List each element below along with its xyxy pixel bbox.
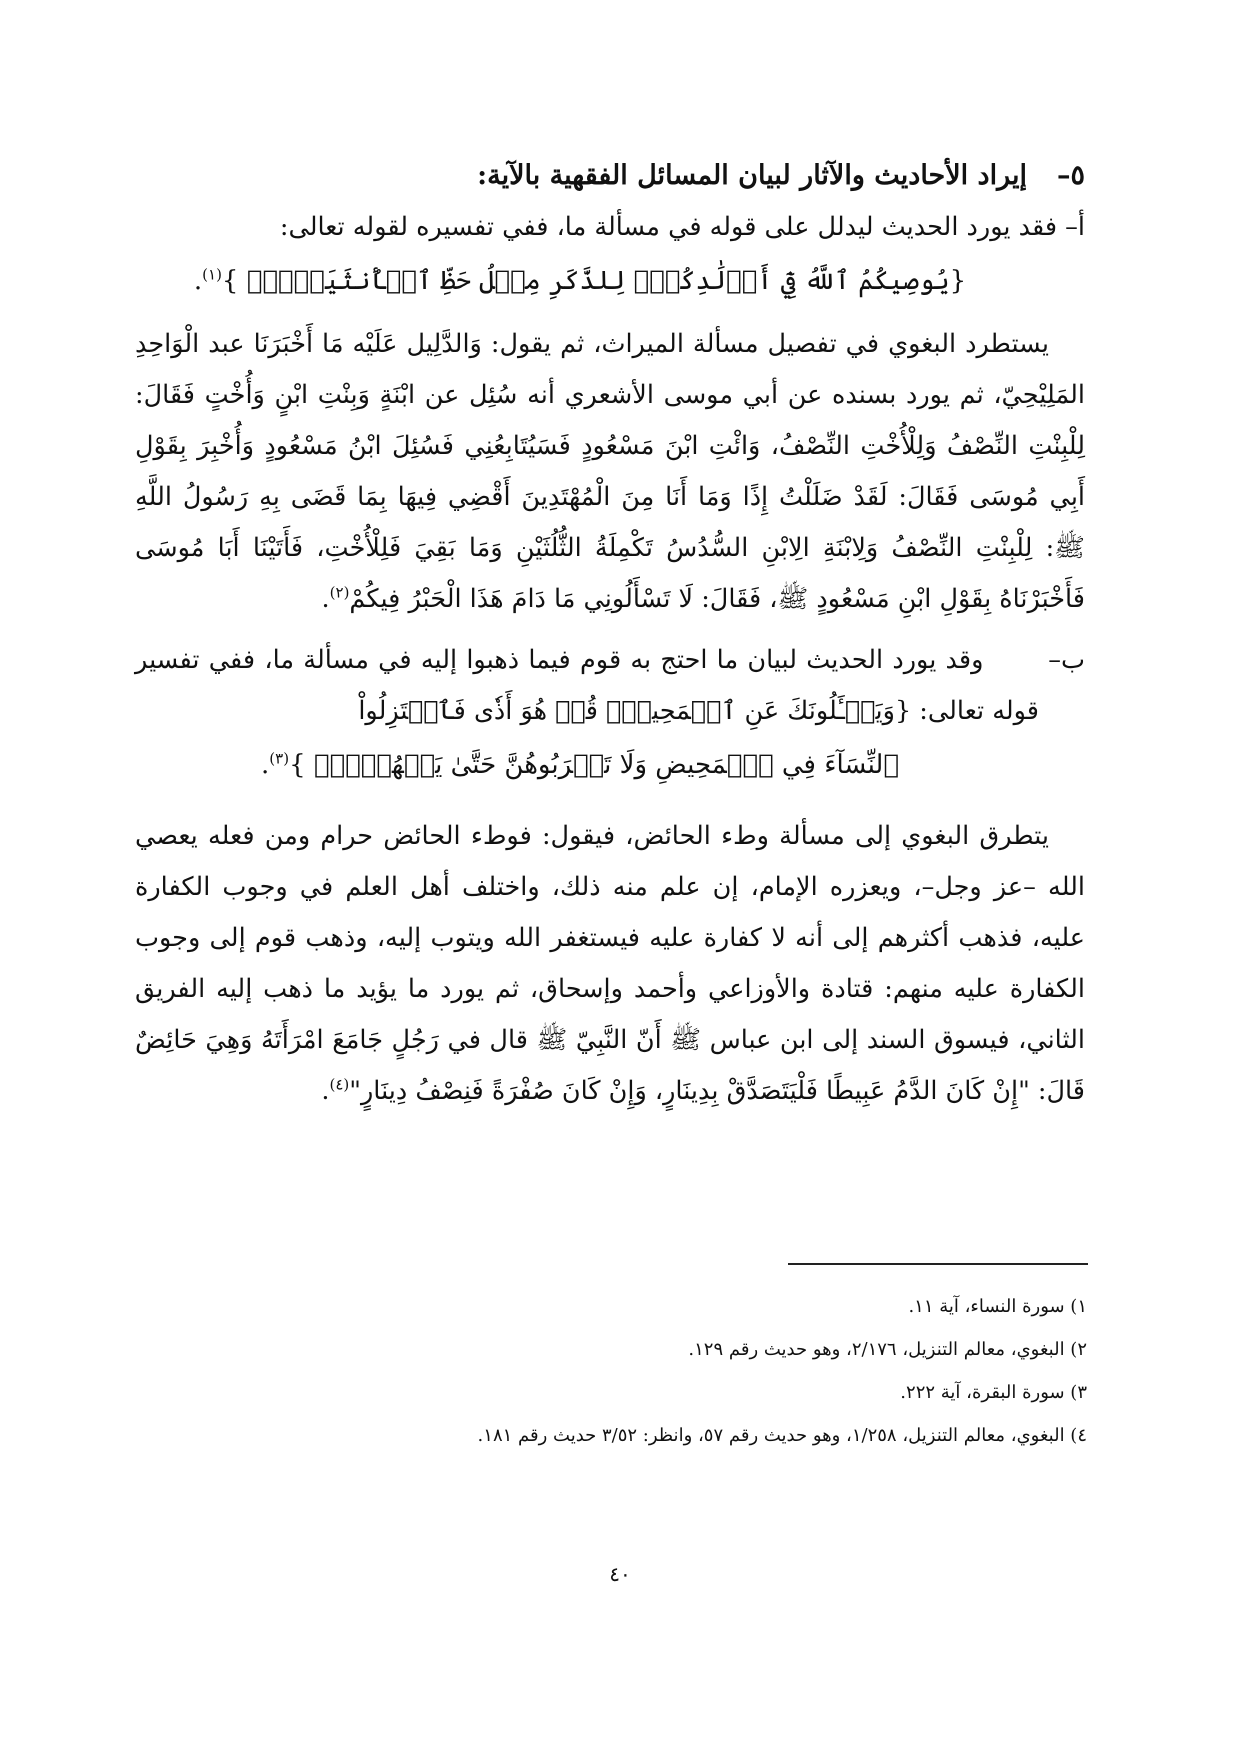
item-a-paragraph: يستطرد البغوي في تفصيل مسألة الميراث، ثم يقول: وَالدَّلِيل عَلَيْه مَا أَخْبَرَنَا عبد الْوَاحِدِ المَلِيْحِيّ، ثم يورد بسنده عن أبي موسى الأشعري أنه سُئِل عن ابْنَةٍ وَبِنْتِ ابْنٍ وَأُخْتٍ فَقَالَ: لِلْبِنْتِ النِّصْفُ وَلِلْأُخْتِ النِّصْفُ، وَائْتِ ابْنَ مَسْعُودٍ فَسَيُتَابِعُنِي فَسُئِلَ ابْنُ مَسْعُودٍ وَأُخْبِرَ بِقَوْلِ أَبِي مُوسَى فَقَالَ: لَقَدْ ضَلَلْتُ إِذًا وَمَا أَنَا مِنَ الْمُهْتَدِينَ أَقْضِي فِيهَا بِمَا قَضَى بِهِ رَسُولُ اللَّهِ ﷺ: لِلْبِنْتِ النِّصْفُ وَلِابْنَةِ الِابْنِ السُّدُسُ تَكْمِلَةُ الثُّلُثَيْنِ وَمَا بَقِيَ فَلِلْأُخْتِ، فَأَتَيْنَا أَبَا مُوسَى فَأَخْبَرْنَاهُ بِقَوْلِ ابْنِ مَسْعُودٍ ﷺ، فَقَالَ: لَا تَسْأَلُونِي مَا دَامَ هَذَا الْحَبْرُ فِيكُمْ$^{(٢)}$. bbox=[135, 329, 1085, 614]
section-title: إيراد الأحاديث والآثار لبيان المسائل الفقهية بالآية: bbox=[477, 160, 1027, 191]
footnote-ref-1: (١) bbox=[202, 265, 222, 284]
item-b-intro: ب– وقد يورد الحديث لبيان ما احتج به قوم فيما ذهبوا إليه في مسألة ما، ففي تفسير قوله تعالى: {وَيَسۡـَٔلُونَكَ عَنِ ٱلۡمَحِيضِۖ قُلۡ هُوَ أَذٗى فَٱعۡتَزِلُواْ bbox=[135, 645, 1086, 726]
item-b-label: ب– bbox=[1048, 645, 1086, 675]
item-a-verse: {يُوصِيكُمُ ٱللَّهُ فِيٓ أَوۡلَٰدِكُمۡۖ لِلذَّكَرِ مِثۡلُ حَظِّ ٱلۡأُنثَيَيۡنِۚ }$^{(١)}$. bbox=[193, 265, 967, 296]
section-heading bbox=[135, 150, 1085, 202]
footnote-separator bbox=[788, 1263, 1088, 1265]
footnote-1: ١) سورة النساء، آية ١١. bbox=[908, 1296, 1087, 1317]
footnote-ref-3: (٣) bbox=[269, 749, 290, 768]
footnote-2: ٢) البغوي، معالم التنزيل، ٢/١٧٦، وهو حديث رقم ١٢٩. bbox=[688, 1339, 1087, 1360]
page-number: ٤٠ bbox=[609, 1562, 631, 1586]
main-text bbox=[135, 150, 1085, 1117]
footnote-4: ٤) البغوي، معالم التنزيل، ١/٢٥٨، وهو حديث رقم ٥٧، وانظر: ٣/٥٢ حديث رقم ١٨١. bbox=[477, 1425, 1087, 1446]
section-number: ٥– bbox=[1056, 160, 1085, 191]
footnote-ref-4: (٤) bbox=[329, 1075, 350, 1094]
footnote-3: ٣) سورة البقرة، آية ٢٢٢. bbox=[900, 1382, 1087, 1403]
footnote-ref-2: (٢) bbox=[329, 583, 350, 602]
footnotes bbox=[135, 1285, 1087, 1457]
item-a-label: أ– bbox=[1065, 212, 1085, 242]
item-b-paragraph: يتطرق البغوي إلى مسألة وطء الحائض، فيقول: فوطء الحائض حرام ومن فعله يعصي الله –عز وجل–، ويعزره الإمام، إن علم منه ذلك، واختلف أهل العلم في وجوب الكفارة عليه، فذهب أكثرهم إلى أنه لا كفارة عليه فيستغفر الله ويتوب إليه، وذهب قوم إلى وجوب الكفارة عليه منهم: قتادة والأوزاعي وأحمد وإسحاق، ثم يورد ما يؤيد ما ذهب إليه الفريق الثاني، فيسوق السند إلى ابن عباس ﷺ أَنّ النَّبِيّ ﷺ قال في رَجُلٍ جَامَعَ امْرَأَتَهُ وَهِيَ حَائِضٌ قَالَ: "إِنْ كَانَ الدَّمُ عَبِيطًا فَلْيَتَصَدَّقْ بِدِينَارٍ، وَإِنْ كَانَ صُفْرَةً فَنِصْفُ دِينَارٍ"$^{(٤)}$. bbox=[135, 821, 1085, 1106]
item-a-intro: أ– فقد يورد الحديث ليدلل على قوله في مسألة ما، ففي تفسيره لقوله تعالى: bbox=[279, 212, 1085, 242]
item-b-verse-end: ٱلنِّسَآءَ فِي ٱلۡمَحِيضِ وَلَا تَقۡرَبُوهُنَّ حَتَّىٰ يَطۡهُرۡنَۖ }$^{(٣)}$. bbox=[261, 749, 899, 780]
